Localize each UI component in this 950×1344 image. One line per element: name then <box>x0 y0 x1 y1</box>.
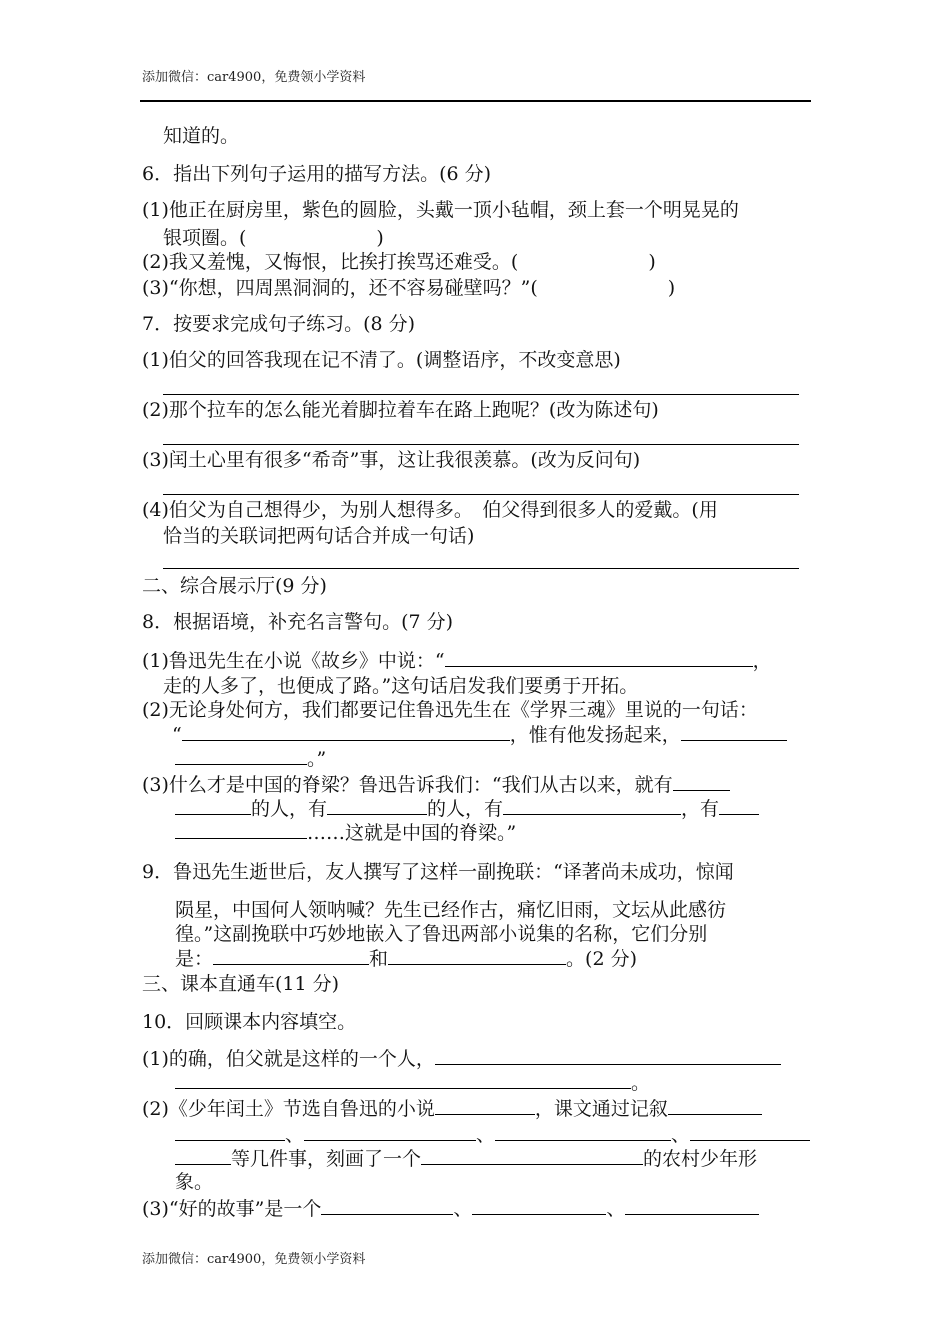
q8-title: 8．根据语境，补充名言警句。(7 分) <box>142 611 454 633</box>
answer-blank[interactable] <box>175 1122 285 1141</box>
q8-item3-line2: 的人，有 的人，有 ，有 <box>175 796 759 821</box>
q8-item3-line1: (3)什么才是中国的脊梁？鲁迅告诉我们：“我们从古以来，就有 <box>142 772 730 797</box>
answer-blank[interactable] <box>445 648 753 667</box>
q10-title: 10．回顾课本内容填空。 <box>142 1011 357 1033</box>
answer-blank[interactable] <box>175 820 307 839</box>
header-rule <box>140 100 811 102</box>
q6-item3: (3)“你想，四周黑洞洞的，还不容易碰壁吗？”( ) <box>142 277 676 299</box>
q9-line2: 陨星，中国何人领呐喊？先生已经作古，痛忆旧雨，文坛从此感彷 <box>175 899 727 921</box>
answer-blank[interactable] <box>421 1146 643 1165</box>
continuation-text: 知道的。 <box>163 125 240 147</box>
q7-item3: (3)闰土心里有很多“希奇”事，这让我很羡慕。(改为反问句) <box>142 449 641 471</box>
q8-item1-line2: 走的人多了，也便成了路。”这句话启发我们要勇于开拓。 <box>163 675 639 697</box>
q6-item1-line1: (1)他正在厨房里，紫色的圆脸，头戴一顶小毡帽，颈上套一个明晃晃的 <box>142 199 739 221</box>
answer-blank[interactable] <box>175 1146 231 1165</box>
section2-heading: 二、综合展示厅(9 分) <box>142 575 327 597</box>
answer-blank[interactable] <box>681 722 787 741</box>
q6-title: 6．指出下列句子运用的描写方法。(6 分) <box>142 163 492 185</box>
q10-item2-line4: 象。 <box>175 1171 214 1193</box>
answer-blank[interactable] <box>503 796 681 815</box>
answer-line[interactable] <box>163 394 799 395</box>
answer-blank[interactable] <box>175 796 251 815</box>
answer-blank[interactable] <box>435 1046 781 1065</box>
q10-item2-line3: 等几件事，刻画了一个 的农村少年形 <box>175 1146 757 1171</box>
answer-blank[interactable] <box>327 796 427 815</box>
q6-item1-line2: 银项圈。( ) <box>163 227 384 249</box>
q8-item1-line1: (1)鲁迅先生在小说《故乡》中说：“ ， <box>142 650 772 672</box>
answer-blank[interactable] <box>213 946 369 965</box>
q10-item3: (3)“好的故事”是一个 、 、 <box>142 1196 759 1221</box>
page-header: 添加微信：car4900，免费领小学资料 <box>142 70 366 85</box>
answer-blank[interactable] <box>304 1122 476 1141</box>
q7-item4-line1: (4)伯父为自己想得少，为别人想得多。 伯父得到很多人的爱戴。(用 <box>142 499 718 521</box>
answer-blank[interactable] <box>321 1196 453 1215</box>
q7-item4-line2: 恰当的关联词把两句话合并成一句话) <box>163 525 475 547</box>
answer-line[interactable] <box>163 444 799 445</box>
answer-blank[interactable] <box>719 796 759 815</box>
answer-blank[interactable] <box>435 1096 535 1115</box>
q9-line4: 是： 和 。(2 分) <box>175 948 637 970</box>
q6-item2: (2)我又羞愧，又悔恨，比挨打挨骂还难受。( ) <box>142 251 656 273</box>
q10-item2-line1: (2)《少年闰土》节选自鲁迅的小说 ，课文通过记叙 <box>142 1096 762 1121</box>
q7-item2: (2)那个拉车的怎么能光着脚拉着车在路上跑呢？(改为陈述句) <box>142 399 659 421</box>
answer-blank[interactable] <box>175 746 307 765</box>
q8-item3-line3: ……这就是中国的脊梁。” <box>175 820 516 845</box>
answer-blank[interactable] <box>175 1070 631 1089</box>
page-footer: 添加微信：car4900，免费领小学资料 <box>142 1252 366 1267</box>
answer-blank[interactable] <box>673 772 730 791</box>
answer-blank[interactable] <box>625 1196 759 1215</box>
answer-line[interactable] <box>163 494 799 495</box>
q7-item1: (1)伯父的回答我现在记不清了。(调整语序，不改变意思) <box>142 349 621 371</box>
section3-heading: 三、课本直通车(11 分) <box>142 973 340 995</box>
q8-item2-line3: 。” <box>175 746 326 771</box>
q10-item1-line2: 。 <box>175 1070 650 1095</box>
answer-blank[interactable] <box>495 1122 671 1141</box>
q9-line1: 9．鲁迅先生逝世后，友人撰写了这样一副挽联：“译著尚未成功，惊闻 <box>142 861 734 883</box>
q9-line3: 徨。”这副挽联中巧妙地嵌入了鲁迅两部小说集的名称，它们分别 <box>175 923 708 945</box>
answer-blank[interactable] <box>668 1096 762 1115</box>
answer-blank[interactable] <box>182 722 510 741</box>
answer-blank[interactable] <box>388 946 566 965</box>
q10-item1-line1: (1)的确，伯父就是这样的一个人， <box>142 1046 781 1071</box>
answer-blank[interactable] <box>690 1122 810 1141</box>
q10-item2-line2: 、 、 、 <box>175 1122 810 1147</box>
answer-line[interactable] <box>163 568 799 569</box>
q8-item2-line2: “ ，惟有他发扬起来， <box>172 722 787 747</box>
q7-title: 7．按要求完成句子练习。(8 分) <box>142 313 416 335</box>
q8-item2-line1: (2)无论身处何方，我们都要记住鲁迅先生在《学界三魂》里说的一句话： <box>142 699 758 721</box>
answer-blank[interactable] <box>472 1196 606 1215</box>
